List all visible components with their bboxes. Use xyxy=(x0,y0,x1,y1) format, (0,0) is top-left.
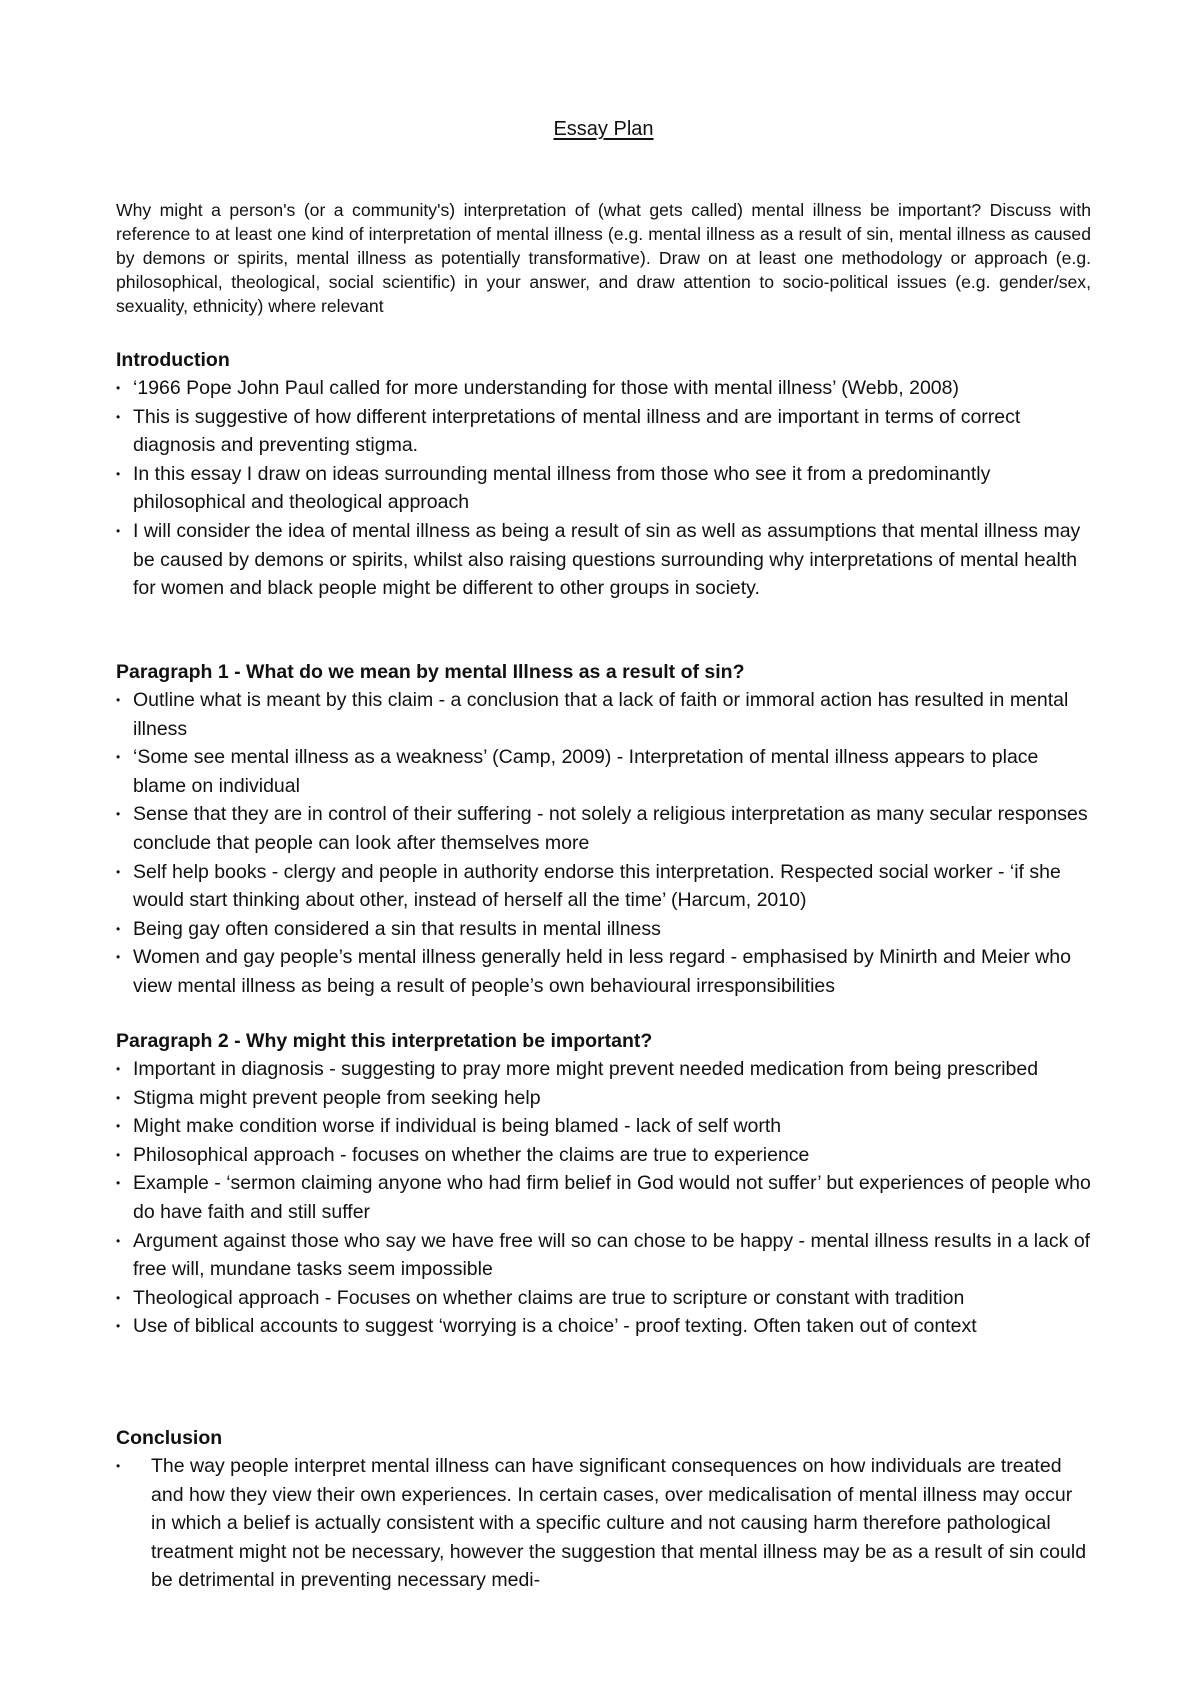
list-item-text: This is suggestive of how different interpretations of mental illness and are important in terms of correct diagnosis and preventing stigma. xyxy=(133,405,1021,457)
list-item-text: Example - ‘sermon claiming anyone who had firm belief in God would not suffer’ but experiences of people who do have faith and still suffer xyxy=(133,1172,1091,1223)
list-item-text: ‘Some see mental illness as a weakness’ (Camp, 2009) - Interpretation of mental illness appears to place blame on individual xyxy=(133,746,1039,797)
list-item-text: Stigma might prevent people from seeking help xyxy=(133,1086,541,1109)
list-item xyxy=(116,858,1091,915)
bullet-list xyxy=(116,686,1091,1001)
list-item xyxy=(116,1141,1091,1170)
list-item-text: Might make condition worse if individual is being blamed - lack of self worth xyxy=(133,1115,782,1138)
bullet-icon: • xyxy=(116,1176,121,1191)
list-item xyxy=(116,460,1091,517)
bullet-icon: • xyxy=(116,864,121,879)
bullet-icon: • xyxy=(116,950,121,965)
bullet-list xyxy=(116,374,1091,603)
list-item xyxy=(116,374,1091,403)
bullet-icon: • xyxy=(116,466,121,481)
bullet-icon: • xyxy=(116,409,121,424)
section-heading: Paragraph 1 - What do we mean by mental Illness as a result of sin? xyxy=(116,661,745,683)
list-item-text: Philosophical approach - focuses on whether the claims are true to experience xyxy=(133,1143,810,1166)
list-item xyxy=(116,943,1091,1000)
document-page xyxy=(116,0,1091,1698)
list-item xyxy=(116,743,1091,800)
list-item xyxy=(116,1169,1091,1226)
list-item-text: Women and gay people’s mental illness generally held in less regard - emphasised by Minirth and Meier who view mental illness as being a result of people’s own behavioural irresponsibilities xyxy=(133,946,1071,997)
document-title: Essay Plan xyxy=(553,118,654,140)
list-item xyxy=(116,686,1091,743)
list-item-text: Theological approach - Focuses on whether claims are true to scripture or constant with tradition xyxy=(133,1286,965,1309)
bullet-icon: • xyxy=(116,750,121,765)
bullet-icon: • xyxy=(116,1233,121,1248)
section-paragraph-1 xyxy=(116,658,1091,1001)
list-item-text: Use of biblical accounts to suggest ‘worrying is a choice’ - proof texting. Often taken out of context xyxy=(133,1315,977,1338)
bullet-icon: • xyxy=(116,1119,121,1134)
bullet-icon: • xyxy=(116,1290,121,1305)
section-heading: Paragraph 2 - Why might this interpretation be important? xyxy=(116,1030,653,1052)
bullet-icon: • xyxy=(116,693,121,707)
section-introduction xyxy=(116,346,1091,603)
list-item xyxy=(116,1084,1091,1113)
bullet-icon: • xyxy=(116,1319,121,1334)
list-item xyxy=(116,1452,1091,1595)
list-item-text: The way people interpret mental illness can have significant consequences on how individuals are treated and how they view their own experiences. In certain cases, over medicalisation of mental illness may occur in which a belief is actually consistent with a specific culture and not causing harm therefore pathological treatment might not be necessary, however the suggestion that mental illness may be as a result of sin could be detrimental in preventing necessary medi- xyxy=(151,1455,1087,1592)
list-item-text: In this essay I draw on ideas surrounding mental illness from those who see it from a predominantly philosophical and theological approach xyxy=(133,462,991,514)
section-heading: Conclusion xyxy=(116,1427,223,1449)
section-heading: Introduction xyxy=(116,349,230,371)
list-item-text: ‘1966 Pope John Paul called for more understanding for those with mental illness’ (Webb, 2008) xyxy=(133,377,959,399)
list-item-text: I will consider the idea of mental illness as being a result of sin as well as assumptions that mental illness may be caused by demons or spirits, whilst also raising questions surrounding why interpretations of mental health for women and black people might be different to other groups in society. xyxy=(133,519,1081,600)
bullet-icon: • xyxy=(116,381,121,395)
list-item-text: Sense that they are in control of their suffering - not solely a religious interpretation as many secular responses conclude that people can look after themselves more xyxy=(133,803,1088,854)
list-item xyxy=(116,1055,1091,1084)
list-item-text: Being gay often considered a sin that results in mental illness xyxy=(133,917,661,940)
bullet-icon: • xyxy=(116,1459,121,1473)
bullet-icon: • xyxy=(116,921,121,936)
section-paragraph-2 xyxy=(116,1027,1091,1341)
bullet-icon: • xyxy=(116,523,121,538)
list-item xyxy=(116,1227,1091,1284)
list-item xyxy=(116,403,1091,460)
bullet-list xyxy=(116,1055,1091,1341)
list-item xyxy=(116,1284,1091,1313)
list-item-text: Self help books - clergy and people in authority endorse this interpretation. Respected social worker - ‘if she would start thinking about other, instead of herself all the time’ (Harcum, 2010) xyxy=(133,860,1061,912)
essay-question: Why might a person's (or a community's) interpretation of (what gets called) mental illness be important? Discuss with reference to at least one kind of interpretation of mental illness (e.g. mental illness as a result of sin, mental illness as caused by demons or spirits, mental illness as potentially transformative). Draw on at least one methodology or approach (e.g. philosophical, theological, social scientific) in your answer, and draw attention to socio-political issues (e.g. gender/sex, sexuality, ethnicity) where relevant xyxy=(116,200,1091,316)
list-item xyxy=(116,1112,1091,1141)
list-item-text: Outline what is meant by this claim - a conclusion that a lack of faith or immoral action has resulted in mental illness xyxy=(133,689,1069,740)
section-conclusion xyxy=(116,1424,1091,1595)
bullet-icon: • xyxy=(116,1062,121,1076)
list-item xyxy=(116,915,1091,944)
bullet-icon: • xyxy=(116,1090,121,1105)
bullet-icon: • xyxy=(116,1147,121,1162)
list-item xyxy=(116,800,1091,857)
list-item-text: Argument against those who say we have free will so can chose to be happy - mental illness results in a lack of free will, mundane tasks seem impossible xyxy=(133,1229,1091,1281)
bullet-icon: • xyxy=(116,807,121,822)
list-item xyxy=(116,517,1091,603)
bullet-list xyxy=(116,1452,1091,1595)
list-item-text: Important in diagnosis - suggesting to pray more might prevent needed medication from being prescribed xyxy=(133,1058,1039,1080)
list-item xyxy=(116,1312,1091,1341)
